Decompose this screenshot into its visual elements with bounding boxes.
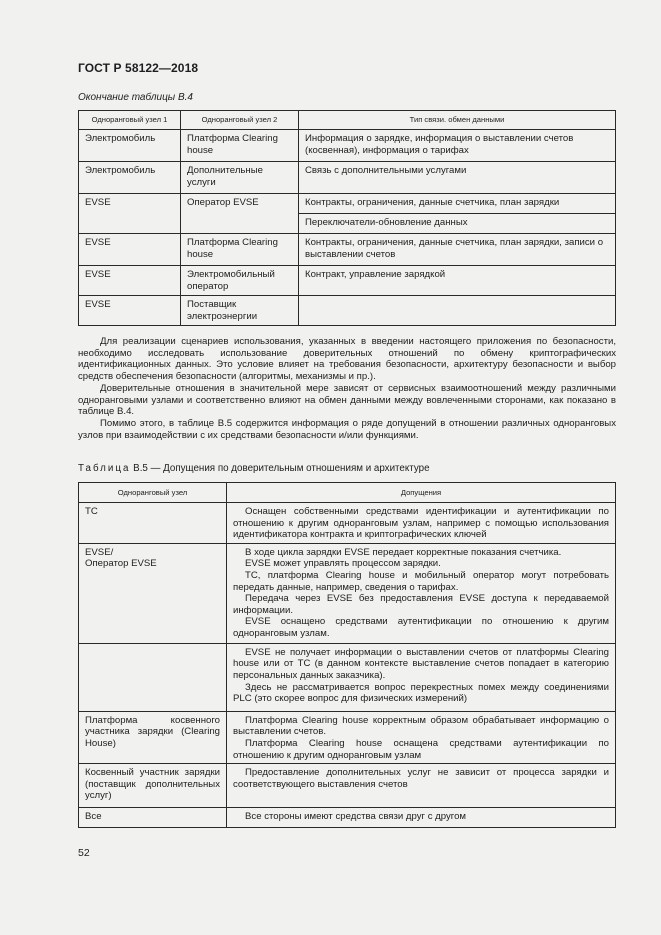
table-header-row xyxy=(79,111,616,130)
table-header-row xyxy=(79,483,616,503)
assumption-line: Все стороны имеют средства связи друг с другом xyxy=(245,811,467,823)
assumption-line: EVSE может управлять процессом зарядки. xyxy=(245,558,441,570)
column-header: Допущения xyxy=(227,483,616,503)
page-number: 52 xyxy=(78,847,90,859)
table-cell: Оператор EVSE xyxy=(181,194,299,234)
table-cell xyxy=(79,643,227,711)
table-b4 xyxy=(78,110,616,326)
column-header: Одноранговый узел 2 xyxy=(181,111,299,130)
table-cell xyxy=(227,543,616,643)
assumption-line: EVSE не получает информации о выставлении счетов от платформы Clearing house или от TC (в данном контексте выставление счетов попадает в категорию персональных данных заказчика). xyxy=(233,646,609,681)
table-cell: Дополнительные услуги xyxy=(181,162,299,194)
assumption-line: EVSE оснащено средствами аутентификации по отношению к другим одноранговым узлам. xyxy=(233,616,609,639)
assumption-line: Предоставление дополнительных услуг не зависит от процесса зарядки и соответствующего выставления счетов xyxy=(233,767,609,790)
table-cell: EVSE xyxy=(79,296,181,326)
table-cell: Контракты, ограничения, данные счетчика, план зарядки xyxy=(299,194,616,214)
caption-text: — Допущения по доверительным отношениям и архитектуре xyxy=(150,463,430,474)
table-cell: Информация о зарядке, информация о выставлении счетов (косвенная), информация о тарифах xyxy=(299,130,616,162)
table-cell: Платформа Clearing house xyxy=(181,130,299,162)
table-b5-caption xyxy=(78,463,430,474)
column-header: Одноранговый узел xyxy=(79,483,227,503)
table-b4-caption: Окончание таблицы В.4 xyxy=(78,92,193,103)
assumption-line: Платформа Clearing house корректным образом обрабатывает информацию о выставлении счетов. xyxy=(233,714,609,738)
table-cell xyxy=(227,711,616,763)
table-cell: Контракты, ограничения, данные счетчика, план зарядки, записи о выставлении счетов xyxy=(299,234,616,266)
assumption-line: В ходе цикла зарядки EVSE передает корректные показания счетчика. xyxy=(245,546,562,558)
table-cell: Электромобиль xyxy=(79,130,181,162)
table-row xyxy=(79,130,616,162)
table-row xyxy=(79,503,616,544)
table-cell xyxy=(227,503,616,544)
paragraph: Помимо этого, в таблице В.5 содержится информация о ряде допущений в отношении различных одноранговых узлов при взаимодействии с их средствами безопасности и/или функциями. xyxy=(78,417,616,441)
table-cell xyxy=(227,643,616,711)
table-row xyxy=(79,162,616,194)
document-header: ГОСТ Р 58122—2018 xyxy=(78,61,199,75)
caption-label: Таблица xyxy=(78,463,131,474)
assumption-line: Оснащен собственными средствами идентификации и аутентификации по отношению к другим одноранговым узлам, например с помощью использования идентификатора контракта и криптографических ключей xyxy=(233,506,609,541)
table-cell xyxy=(227,764,616,808)
body-text xyxy=(78,336,616,441)
column-header: Тип связи. обмен данными xyxy=(299,111,616,130)
table-cell: Электромобильный оператор xyxy=(181,266,299,296)
table-row xyxy=(79,194,616,214)
table-cell: EVSE xyxy=(79,234,181,266)
table-cell: Электромобиль xyxy=(79,162,181,194)
table-cell: Платформа косвенного участника зарядки (Clearing House) xyxy=(79,711,227,763)
table-cell: Поставщик электроэнергии xyxy=(181,296,299,326)
table-row xyxy=(79,543,616,643)
table-cell: Все xyxy=(79,808,227,828)
column-header: Одноранговый узел 1 xyxy=(79,111,181,130)
table-row xyxy=(79,296,616,326)
table-cell: EVSE xyxy=(79,266,181,296)
table-row xyxy=(79,234,616,266)
assumption-line: TC, платформа Clearing house и мобильный оператор могут потребовать передать данные, например, сведения о тарифах. xyxy=(233,569,609,593)
table-cell: Связь с дополнительными услугами xyxy=(299,162,616,194)
assumption-line: Передача через EVSE без предоставления EVSE доступа к передаваемой информации. xyxy=(233,593,609,616)
table-cell: Платформа Clearing house xyxy=(181,234,299,266)
table-cell: Контракт, управление зарядкой xyxy=(299,266,616,296)
table-cell: Косвенный участник зарядки (поставщик дополнительных услуг) xyxy=(79,764,227,808)
table-row xyxy=(79,711,616,763)
table-row xyxy=(79,764,616,808)
table-cell: Переключатели-обновление данных xyxy=(299,214,616,234)
table-cell: EVSE xyxy=(79,194,181,234)
table-cell xyxy=(299,296,616,326)
table-row xyxy=(79,643,616,711)
paragraph: Для реализации сценариев использования, указанных в введении настоящего приложения по безопасности, необходимо исследовать использование доверительных отношений по обмену криптографических идентификационных данных. Это условие влияет на требования безопасности, архитектуру безопасности и выбор средств обеспечения безопасности (алгоритмы, механизмы и пр.). xyxy=(78,336,616,383)
table-b5 xyxy=(78,482,616,828)
table-row xyxy=(79,808,616,828)
table-cell xyxy=(227,808,616,828)
assumption-line: Платформа Clearing house оснащена средствами аутентификации по отношению к другим одноранговым узлам xyxy=(233,737,609,761)
assumption-line: Здесь не рассматривается вопрос перекрестных помех между соединениями PLC (это скорее вопрос для физических измерений) xyxy=(233,681,609,705)
table-cell: TC xyxy=(79,503,227,544)
table-row xyxy=(79,266,616,296)
paragraph: Доверительные отношения в значительной мере зависят от сервисных взаимоотношений между различными одноранговыми узлами и соответственно влияют на обмен данными между вовлеченными сторонами, как показано в таблице В.4. xyxy=(78,382,616,418)
table-cell: EVSE/ Оператор EVSE xyxy=(79,543,227,643)
caption-number: В.5 xyxy=(133,463,148,474)
